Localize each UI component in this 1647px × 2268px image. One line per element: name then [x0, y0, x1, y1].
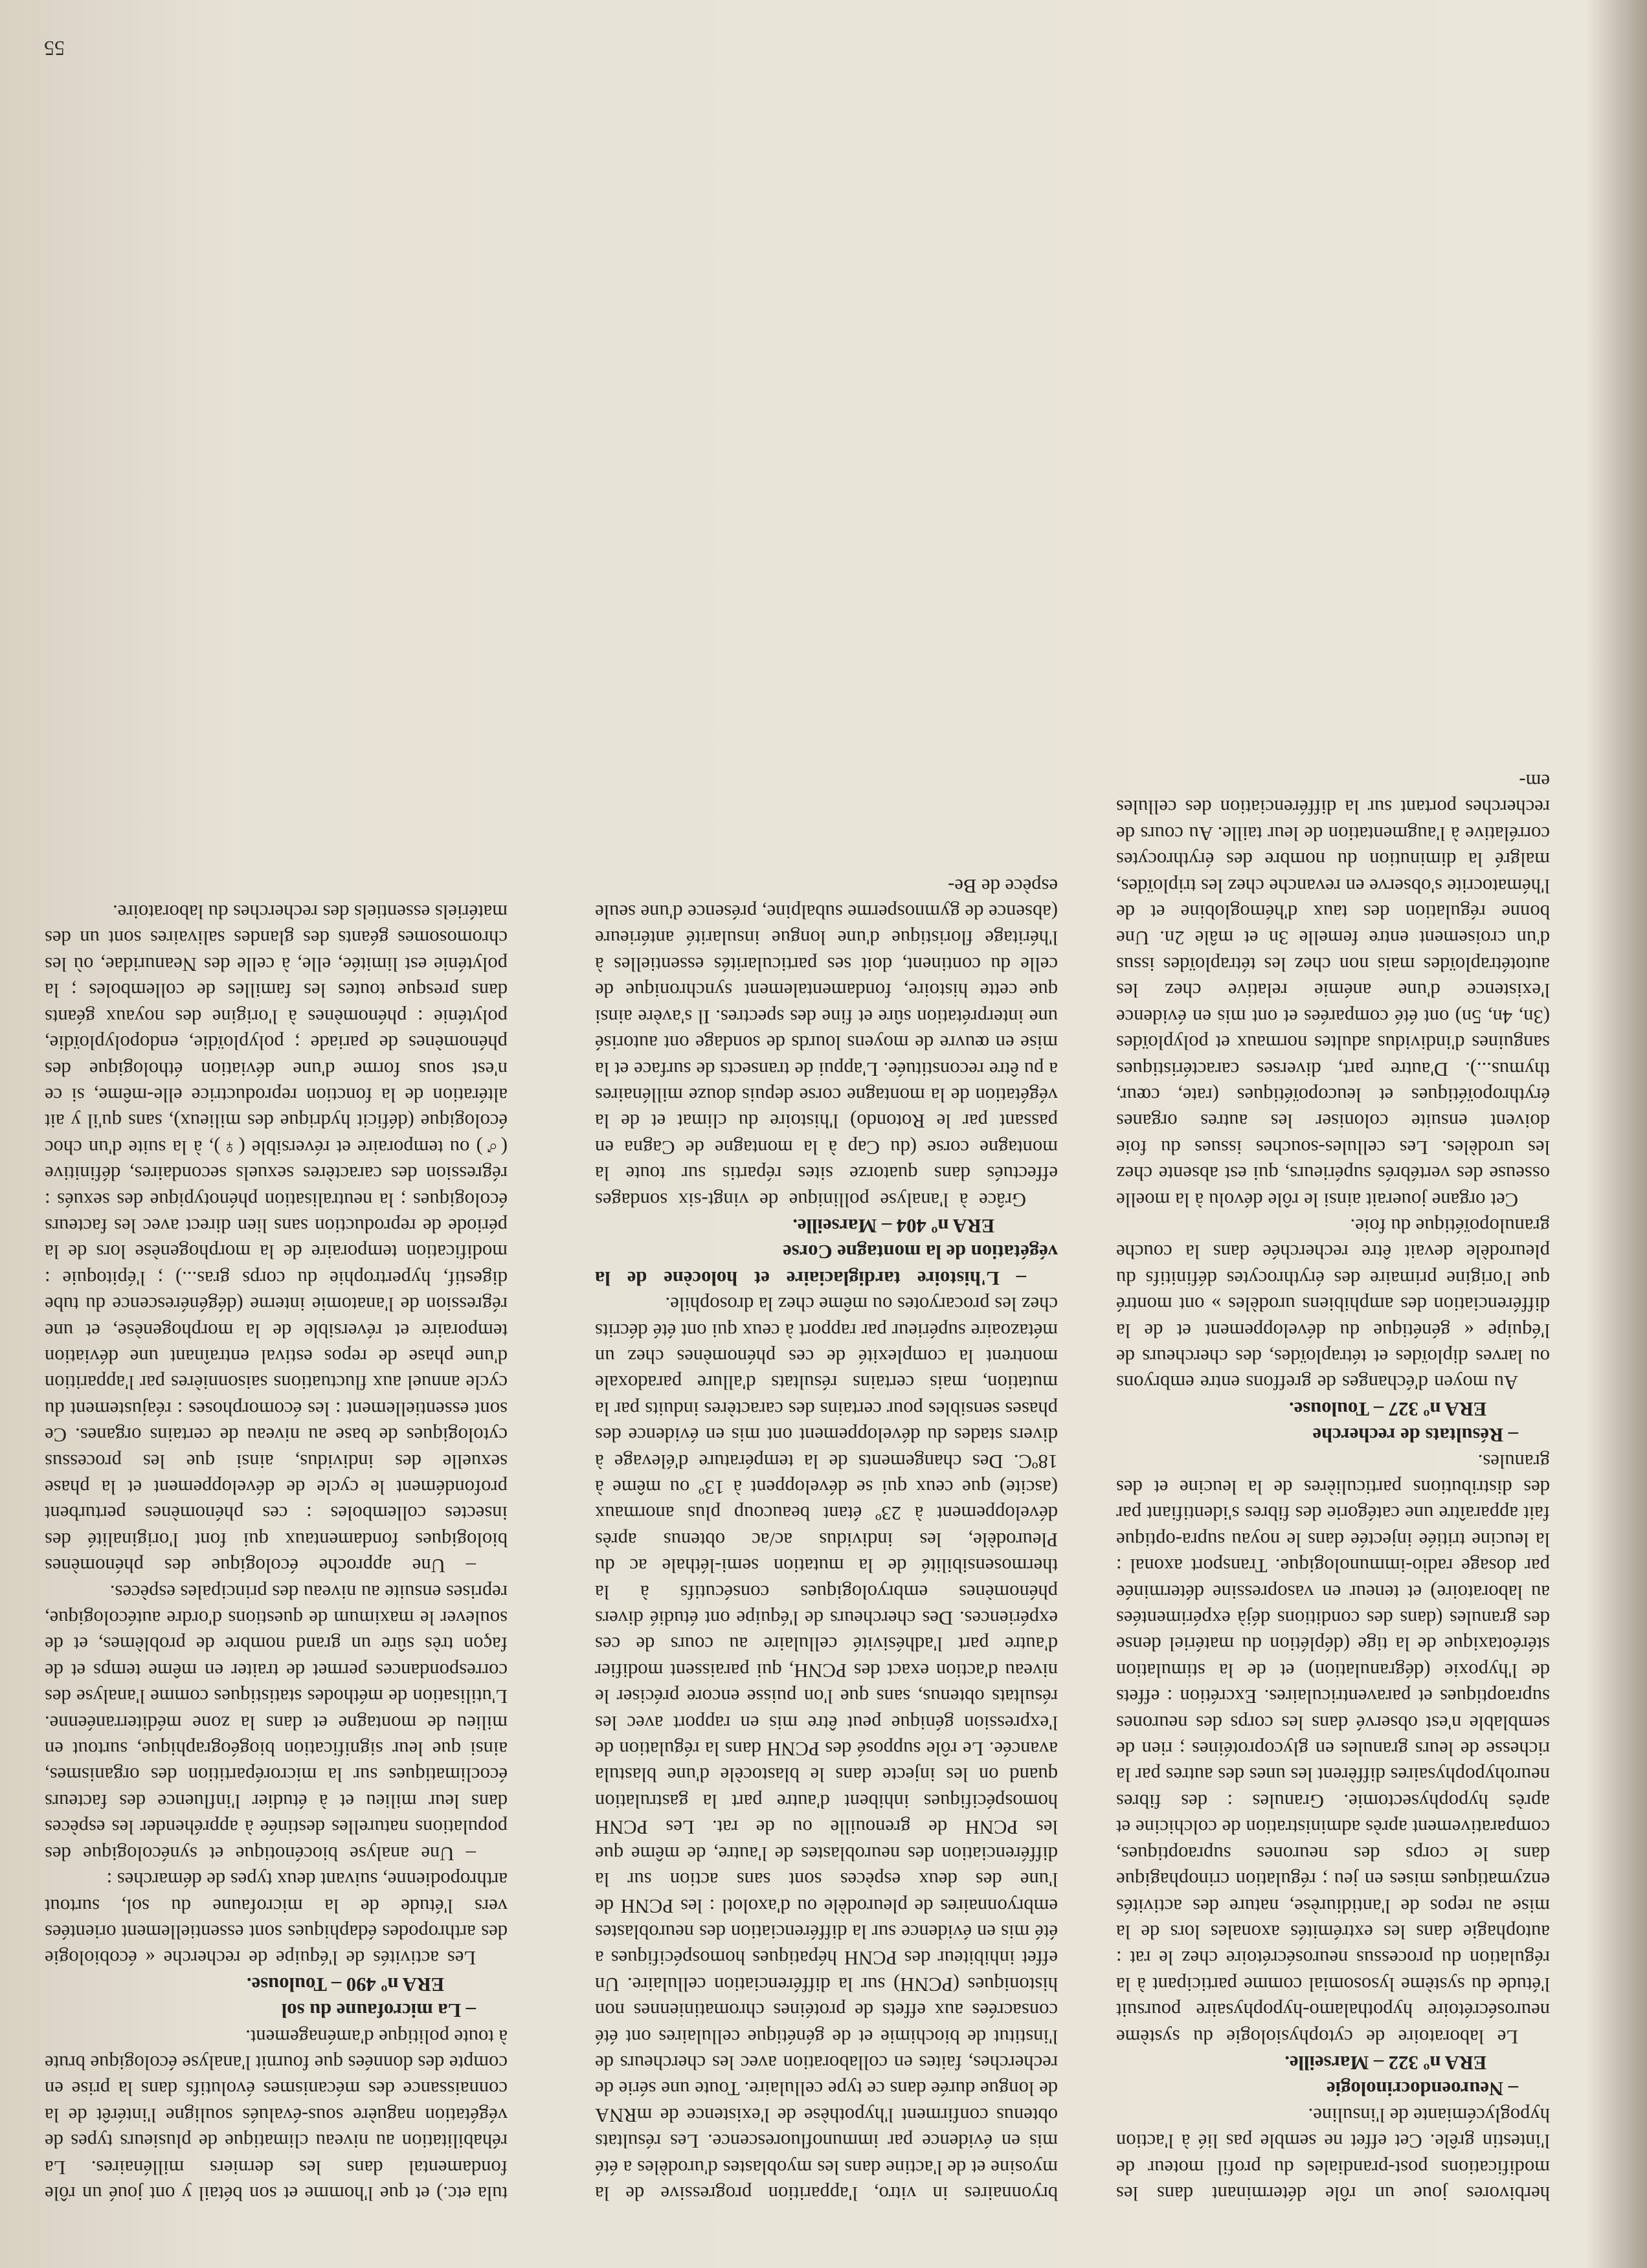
paragraph: Cet organe jouerait ainsi le rôle dévolu à la moelle osseuse des vertébrés supérieurs, qui est absente chez les urodèles. Les cellules-souches issues du foie doivent ensuite coloniser les autres organes érythropoïétiques et leucopoïétiques (rate, cœur, thymus...). D'autre part, diverses caractéristiques sanguines d'individus adultes normaux et polyploïdes (3n, 4n, 5n) ont été comparées et ont mis en évidence l'existence d'une anémie relative chez les autotétraploïdes mais non chez les tétraploïdes issus d'un croisement entre femelle 3n et mâle 2n. Une bonne régulation des taux d'hémoglobine et de l'hématocrite s'observe en revanche chez les triploïdes, malgré la diminution du nombre des érythrocytes corrélative à l'augmentation de leur taille. Au cours de recherches portant sur la différenciation des cellules em-	[1116, 770, 1550, 1211]
column-right	[45, 71, 508, 2207]
section-heading	[595, 1213, 1058, 1291]
column-middle	[595, 71, 1058, 2207]
section-heading-title: – L'histoire tardiglaciaire et holocène de la végétation de la montagne Corse	[595, 1241, 1058, 1289]
paragraph: Grâce à l'analyse pollinique de vingt-six sondages effectués dans quatorze sites répartis sur toute la montagne corse (du Cap à la montagne de Cagna en passant par le Rotondo) l'histoire du climat et de la végétation de la montagne corse depuis douze millénaires a pu être reconstituée. L'appui de transects de surface et la mise en œuvre de moyens lourds de sondage ont autorisé une interprétation sûre et fine des spectres. Il s'avère ainsi que cette histoire, fondamentalement synchronique de celle du continent, doit ses particularités essentielles à l'héritage floristique d'une longue insularité antérieure (absence de gymnosperme subalpine, présence d'une seule espèce de Be-	[595, 874, 1058, 1211]
section-heading-lab: ERA nº 327 – Toulouse.	[1288, 1397, 1487, 1420]
section-heading	[1116, 1395, 1550, 1448]
paragraph: bryonnaires in vitro, l'apparition progressive de la myosine et de l'actine dans les myoblastes d'urodèles a été mis en évidence par immunofluorescence. Les résultats obtenus confirment l'hypothèse de l'existence de mRNA de longue durée dans ce type cellulaire. Toute une série de recherches, faites en collaboration avec les chercheurs de l'institut de biochimie et de génétique cellulaires ont été consacrées aux effets de protéines chromatiniennes non histoniques (PCNH) sur la différenciation cellulaire. Un effet inhibiteur des PCNH hépatiques homospécifiques a été mis en évidence sur la différenciation des neuroblastes embryonnaires de pleurodèle ou d'axolotl : les PCNH de l'une des deux espèces sont sans action sur la différenciation des neuroblastes de l'autre, de même que les PCNH de grenouille ou de rat. Les PCNH homospécifiques inhibent d'autre part la gastrulation quand on les injecte dans le blastocèle d'une blastula avancée. Le rôle supposé des PCNH dans la régulation de l'expression génique peut être mis en rapport avec les résultats obtenus, sans que l'on puisse encore préciser le niveau d'action exact des PCNH, qui paraissent modifier d'autre part l'adhésivité cellulaire au cours de ces expériences. Des chercheurs de l'équipe ont étudié divers phénomènes embryologiques consécutifs à la thermosensibilité de la mutation semi-léthale ac du Pleurodèle, les individus ac/ac obtenus après développement à 23º étant beaucoup plus anormaux (ascite) que ceux qui se développent à 13º ou même à 18ºC. Des changements de la température d'élevage à divers stades du développement ont mis en évidence des phases sensibles pour certains des caractères induits par la mutation, mais certains résultats d'allure paradoxale montrent la complexité de ces phénomènes chez un métazoaire supérieur par rapport à ceux qui ont été décrits chez les procaryotes ou même chez la drosophile.	[595, 1293, 1058, 2205]
page-number: 55	[44, 37, 65, 60]
section-heading	[1116, 2050, 1550, 2102]
section-heading-title: – Résultats de recherche	[1312, 1424, 1519, 1447]
section-heading-title: – La microfaune du sol	[281, 1999, 476, 2022]
binding-shadow	[1585, 0, 1647, 2268]
paragraph: Le laboratoire de cytophysiologie du système neurosécrétoire hypothalamo-hypophysaire poursuit l'étude du système lysosomial comme participant à la régulation du processus neurosécrétoire chez le rat : autophagie dans les extrémités axonales lors de la mise au repos de l'antidiurèse, nature des activités enzymatiques mises en jeu ; régulation crinophagique dans le corps des neurones supraoptiques, comparativement après administration de colchicine et après hypophysectomie. Granules : des fibres neurohypophysaires diffèrent les unes des autres par la richesse de leurs granules en glycoprotéines ; rien de semblable n'est observé dans les corps des neurones supraoptiques et paraventriculaires. Excrétion : effets de l'hypoxie (dégranulation) et de la stimulation stéréotaxique de la tige (déplétion du matériel dense des granules (dans des conditions déjà expérimentées au laboratoire) et teneur en vasopressine déterminée par dosage radio-immunologique. Transport axonal : la leucine tritiée injectée dans le noyau supra-optique fait apparaître une catégorie des fibres s'identifiant par des distributions particulières de la leucine et des granules.	[1116, 1450, 1550, 2048]
section-heading-lab: ERA nº 404 – Marseille.	[792, 1214, 995, 1237]
paragraph: Les activités de l'équipe de recherche « écobiologie des arthropodes édaphiques sont essentiellement orientées vers l'étude de la microfaune du sol, surtout arthropodienne, suivant deux types de démarches :	[45, 1869, 508, 1970]
paragraph: – Une analyse biocénotique et synécologique des populations naturelles destinée à appréhender les espèces dans leur milieu et à étudier l'influence des facteurs écoclimatiques sur la microrépartition des organismes, ainsi que leur signification biogéographique, surtout en milieu de montagne et dans la zone méditerranéenne. L'utilisation de méthodes statistiques comme l'analyse des correspondances permet de traiter en même temps et de façon très sûre un grand nombre de problèmes, et de soulever le maximum de questions d'ordre autécologique, reprises ensuite au niveau des principales espèces.	[45, 1581, 508, 1865]
column-left	[1116, 71, 1550, 2207]
paragraph: Au moyen d'échanges de greffons entre embryons ou larves diploïdes et tétraploïdes, des chercheurs de l'équipe « génétique du développement et de la différenciation des amphibiens urodèles » ont montré que l'origine primaire des érythrocytes définitifs du pleurodèle devait être recherchée dans la couche granulopoïétique du foie.	[1116, 1214, 1550, 1394]
section-heading-title: – Neuroendocrinologie	[1327, 2078, 1519, 2100]
section-heading-lab: ERA nº 490 – Toulouse.	[246, 1973, 445, 1996]
paragraph: herbivores joue un rôle déterminant dans les modifications post-prandiales du profil moteur de l'intestin grêle. Cet effet ne semble pas lié à l'action hypoglycémiante de l'insuline.	[1116, 2104, 1550, 2205]
section-heading	[45, 1971, 508, 2023]
section-heading-lab: ERA nº 322 – Marseille.	[1284, 2051, 1487, 2074]
paragraph: – Une approche écologique des phénomènes biologiques fondamentaux qui font l'originalité des insectes collemboles : ces phénomènes perturbent profondément le cycle de développement et la phase sexuelle des individus, ainsi que les processus cytologiques de base au niveau de certains organes. Ce sont essentiellement : les écomorphoses : réajustement du cycle annuel aux fluctuations saisonnières par l'apparition d'une phase de repos estival entraînant une déviation temporaire et réversible de la morphogenèse, et une régression de l'anatomie interne (dégénérescence du tube digestif, hypertrophie du corps gras...) ; l'épitoquie : modification temporaire de la morphogenèse lors de la période de reproduction sans lien direct avec les facteurs écologiques ; la neutralisation phénotypique des sexués : régression des caractères sexuels secondaires, définitive (♂) ou temporaire et réversible (♀), à la suite d'un choc écologique (déficit hydrique des milieux), sans qu'il y ait altération de la fonction reproductrice elle-même, si ce n'est sous forme d'une déviation éthologique des phénomènes de pariade ; polyploïdie, endopolyploïdie, polyténie : phénomènes à l'origine des noyaux géants dans presque toutes les familles de collemboles ; la polyténie est limitée, elle, à celle des Neanuridae, où les chromosomes géants des glandes salivaires sont un des matériels essentiels des recherches du laboratoire.	[45, 901, 508, 1577]
paragraph: tula etc.) et que l'homme et son bétail y ont joué un rôle fondamental dans les derniers millénaires. La réhabilitation au niveau climatique de plusieurs types de végétation naguère sous-évalués souligne l'intérêt de la connaissance des mécanismes évolutifs dans la prise en compte des données que fournit l'analyse écologique brute à toute politique d'aménagement.	[45, 2025, 508, 2205]
